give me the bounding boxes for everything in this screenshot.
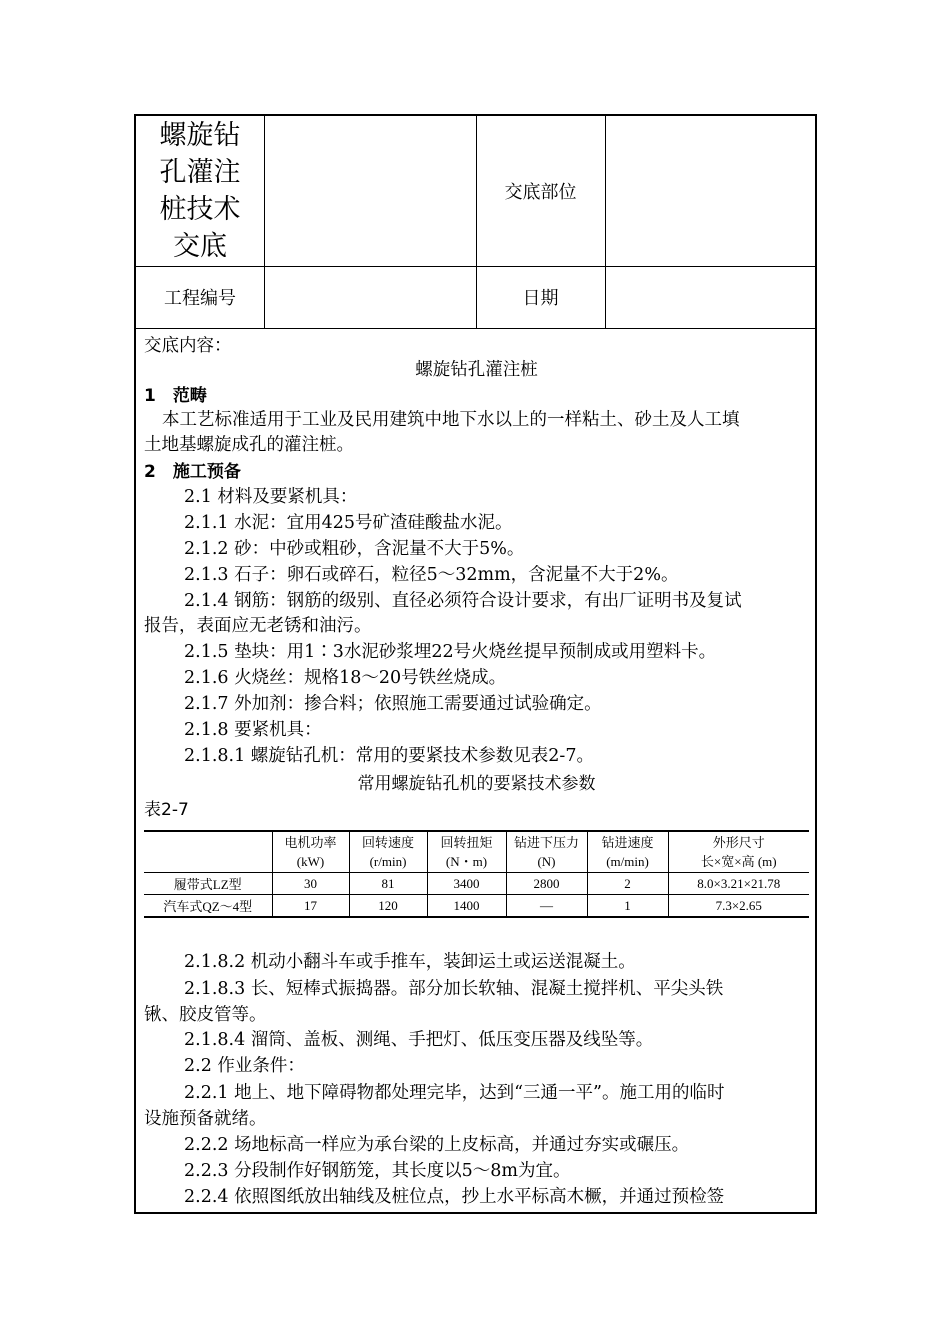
intro-label: 交底内容： bbox=[144, 336, 232, 356]
table-header-cell: 电机功率 (kW) bbox=[272, 831, 349, 873]
paragraph-line: 2.1.8.4 溜筒、盖板、测绳、手把灯、低压变压器及线坠等。 bbox=[184, 1030, 654, 1050]
table-header-cell: 钻进速度 (m/min) bbox=[587, 831, 668, 873]
paragraph-line: 报告，表面应无老锈和油污。 bbox=[144, 616, 372, 636]
table-header-cell: 钻进下压力 (N) bbox=[506, 831, 587, 873]
paragraph-line: 2.1.6 火烧丝：规格18～20号铁丝烧成。 bbox=[184, 668, 507, 688]
paragraph-line: 2.2.2 场地标高一样应为承台梁的上皮标高，并通过夯实或碾压。 bbox=[184, 1135, 690, 1155]
table-title: 常用螺旋钻孔机的要紧技术参数 bbox=[357, 774, 596, 794]
paragraph-line: 2.1.3 石子：卵石或碎石，粒径5～32mm，含泥量不大于2%。 bbox=[184, 565, 679, 585]
paragraph-line: 土地基螺旋成孔的灌注桩。 bbox=[144, 435, 354, 455]
table-cell: 7.3×2.65 bbox=[668, 895, 809, 918]
paragraph-line: 2.1.4 钢筋：钢筋的级别、直径必须符合设计要求，有出厂证明书及复试 bbox=[184, 591, 742, 611]
table-cell: 2800 bbox=[506, 873, 587, 895]
table-cell: 120 bbox=[349, 895, 427, 918]
paragraph-line: 2.2.1 地上、地下障碍物都处理完毕，达到“三通一平”。施工用的临时 bbox=[184, 1083, 725, 1103]
table-header-row bbox=[144, 831, 809, 873]
project-no-label: 工程编号 bbox=[164, 288, 236, 309]
title-blank-field[interactable] bbox=[264, 116, 476, 266]
paragraph-line: 2.1.1 水泥：宜用425号矿渣硅酸盐水泥。 bbox=[184, 513, 513, 533]
paragraph-line: 2.2.3 分段制作好钢筋笼，其长度以5～8m为宜。 bbox=[184, 1161, 571, 1181]
paragraph-line: 2.1.5 垫块：用1∶3水泥砂浆埋22号火烧丝提早预制成或用塑料卡。 bbox=[184, 642, 717, 662]
table-cell: 履带式LZ型 bbox=[144, 873, 272, 895]
location-value[interactable] bbox=[605, 116, 815, 266]
table-cell: 17 bbox=[272, 895, 349, 918]
table-cell: — bbox=[506, 895, 587, 918]
location-label: 交底部位 bbox=[504, 182, 577, 203]
paragraph-line: 设施预备就绪。 bbox=[144, 1109, 267, 1129]
drill-parameter-table bbox=[144, 830, 809, 918]
table-cell: 30 bbox=[272, 873, 349, 895]
section-heading: 2 施工预备 bbox=[144, 462, 241, 482]
table-cell: 汽车式QZ～4型 bbox=[144, 895, 272, 918]
table-cell: 1400 bbox=[427, 895, 506, 918]
table-header-cell: 回转速度 (r/min) bbox=[349, 831, 427, 873]
paragraph-line: 2.2.4 依照图纸放出轴线及桩位点，抄上水平标高木橛，并通过预检签 bbox=[184, 1187, 725, 1207]
table-cell: 3400 bbox=[427, 873, 506, 895]
table-header-cell: 外形尺寸 长×宽×高 (m) bbox=[668, 831, 809, 873]
paragraph-line: 本工艺标准适用于工业及民用建筑中地下水以上的一样粘土、砂土及人工填 bbox=[162, 410, 740, 430]
table-cell: 8.0×3.21×21.78 bbox=[668, 873, 809, 895]
table-cell: 81 bbox=[349, 873, 427, 895]
document-title-text: 螺旋钻孔灌注桩技术交底 bbox=[159, 120, 241, 262]
paragraph-line: 2.1.8 要紧机具： bbox=[184, 720, 322, 740]
document-title bbox=[136, 116, 264, 266]
project-no-value[interactable] bbox=[264, 266, 476, 328]
section-heading: 1 范畴 bbox=[144, 386, 207, 406]
date-value[interactable] bbox=[605, 266, 815, 328]
paragraph-line: 2.1.8.3 长、短棒式振捣器。部分加长软轴、混凝土搅拌机、平尖头铁 bbox=[184, 979, 724, 999]
paragraph-line: 2.1.7 外加剂：掺合料；依照施工需要通过试验确定。 bbox=[184, 694, 602, 714]
table-row bbox=[144, 895, 809, 918]
paragraph-line: 2.1 材料及要紧机具： bbox=[184, 487, 358, 507]
paragraph-line: 2.2 作业条件： bbox=[184, 1056, 305, 1076]
paragraph-line: 2.1.8.2 机动小翻斗车或手推车，装卸运土或运送混凝土。 bbox=[184, 952, 636, 972]
table-header-cell bbox=[144, 831, 272, 873]
table-row bbox=[144, 873, 809, 895]
paragraph-line: 2.1.8.1 螺旋钻孔机：常用的要紧技术参数见表2-7。 bbox=[184, 746, 594, 766]
paragraph-line: 锹、胶皮管等。 bbox=[144, 1005, 267, 1025]
date-label: 日期 bbox=[522, 288, 559, 309]
table-header-cell: 回转扭矩 (N・m) bbox=[427, 831, 506, 873]
doc-title: 螺旋钻孔灌注桩 bbox=[415, 360, 538, 380]
table-label: 表2-7 bbox=[144, 800, 189, 820]
table-cell: 1 bbox=[587, 895, 668, 918]
table-cell: 2 bbox=[587, 873, 668, 895]
grid-line bbox=[136, 328, 815, 329]
disclosure-form bbox=[134, 114, 817, 1214]
paragraph-line: 2.1.2 砂：中砂或粗砂，含泥量不大于5%。 bbox=[184, 539, 525, 559]
